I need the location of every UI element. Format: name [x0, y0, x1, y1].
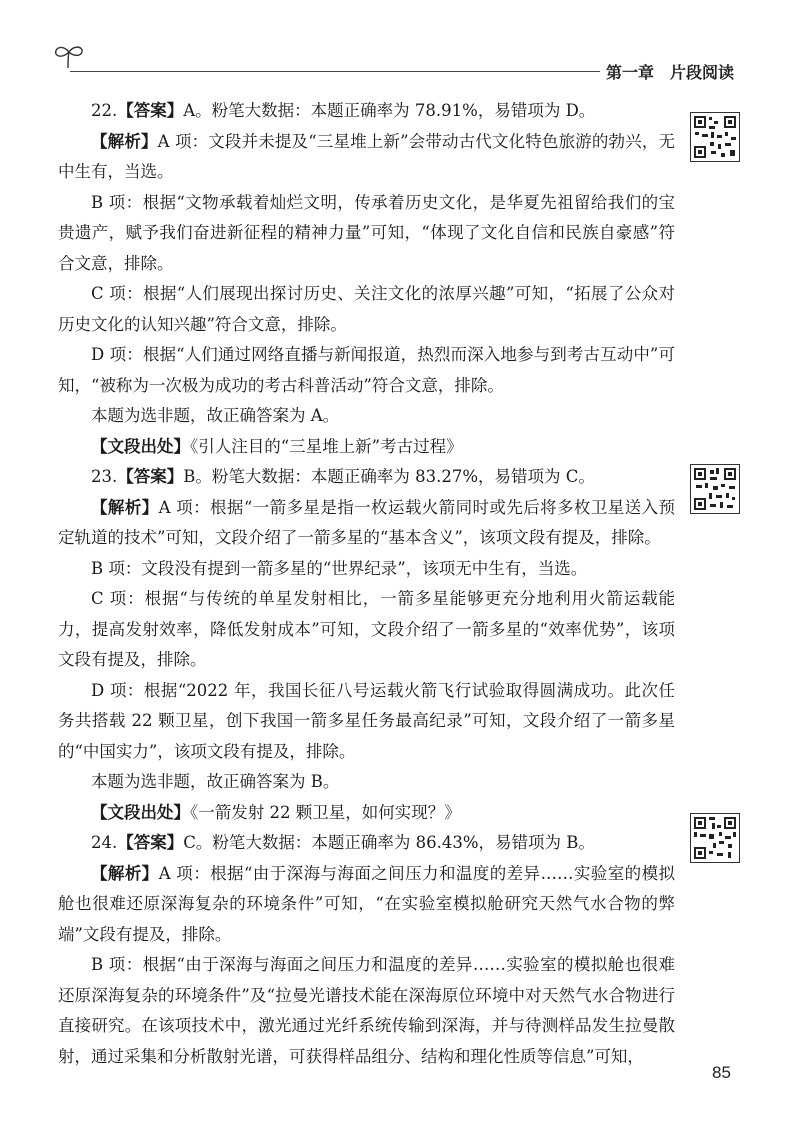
analysis-text: A 项：文段并未提及“三星堆上新”会带动古代文化特色旅游的勃兴，无中生有，当选。: [58, 131, 675, 181]
page-number: 85: [712, 1063, 731, 1082]
analysis-tag: 【解析】: [91, 863, 159, 883]
qr-code-23[interactable]: [690, 464, 740, 514]
analysis-22: [58, 127, 675, 188]
analysis-text: A 项：根据“一箭多星是指一枚运载火箭同时或先后将多枚卫星送入预定轨道的技术”可知，文段介绍了一箭多星的“基本含义”，该项文段有提及，排除。: [58, 497, 675, 547]
question-number: 23.: [91, 467, 118, 486]
qr-pattern: [691, 814, 739, 862]
conclusion-22: 本题为选非题，故正确答案为 A。: [91, 406, 340, 425]
qr-code-22[interactable]: [690, 112, 740, 162]
analysis-tag: 【解析】: [91, 497, 159, 517]
qr-pattern: [691, 465, 739, 513]
analysis-23: [58, 493, 675, 554]
header-rule: [70, 71, 600, 72]
sprout-icon: [52, 42, 86, 70]
chapter-heading: [606, 60, 734, 83]
page-content: [58, 96, 675, 1072]
source-text: 《一箭发射 22 颗卫星，如何实现？》: [190, 802, 461, 822]
answer-text: C。粉笔大数据：本题正确率为 86.43%，易错项为 B。: [183, 833, 595, 852]
answer-line-22: [58, 96, 675, 127]
option-paragraph: B 项：根据“由于深海与海面之间压力和温度的差异……实验室的模拟舱也很难还原深海复杂的环境条件”及“拉曼光谱技术能在深海原位环境中对天然气水合物进行直接研究。在该项技术中，激光通过光纤系统传输到深海，并与待测样品发生拉曼散射，通过采集和分析散射光谱，可获得样品组分、结构和理化性质等信息”可知，: [58, 955, 675, 1066]
answer-line-23: [58, 462, 675, 493]
option-paragraph: C 项：根据“人们展现出探讨历史、关注文化的浓厚兴趣”可知，“拓展了公众对历史文化的认知兴趣”符合文意，排除。: [58, 284, 675, 334]
chapter-label: 第一章: [606, 63, 655, 82]
option-paragraph: B 项：文段没有提到一箭多星的“世界纪录”，该项无中生有，当选。: [91, 558, 588, 578]
answer-text: B。粉笔大数据：本题正确率为 83.27%，易错项为 C。: [183, 467, 595, 486]
qr-pattern: [691, 113, 739, 161]
answer-line-24: [58, 828, 675, 859]
source-23: [58, 798, 675, 829]
analysis-text: A 项：根据“由于深海与海面之间压力和温度的差异……实验室的模拟舱也很难还原深海复杂的环境条件”可知，“在实验室模拟舱研究天然气水合物的弊端”文段有提及，排除。: [58, 863, 675, 944]
answer-tag: 【答案】: [117, 101, 184, 120]
conclusion-23: 本题为选非题，故正确答案为 B。: [91, 772, 340, 791]
page-header: [0, 0, 800, 100]
option-paragraph: D 项：根据“2022 年，我国长征八号运载火箭飞行试验取得圆满成功。此次任务共搭载 22 颗卫星，创下我国一箭多星任务最高纪录”可知，文段介绍了一箭多星的“中国实力”，该项文段有提及，排除。: [58, 680, 675, 761]
source-tag: 【文段出处】: [91, 802, 190, 822]
answer-text: A。粉笔大数据：本题正确率为 78.91%，易错项为 D。: [183, 101, 596, 120]
option-paragraph: D 项：根据“人们通过网络直播与新闻报道，热烈而深入地参与到考古互动中”可知，“被称为一次极为成功的考古科普活动”符合文意，排除。: [58, 345, 675, 395]
answer-tag: 【答案】: [117, 467, 184, 486]
answer-tag: 【答案】: [117, 833, 184, 852]
source-tag: 【文段出处】: [91, 436, 190, 456]
source-22: [58, 432, 675, 463]
option-paragraph: B 项：根据“文物承载着灿烂文明，传承着历史文化，是华夏先祖留给我们的宝贵遗产，赋予我们奋进新征程的精神力量”可知，“体现了文化自信和民族自豪感”符合文意，排除。: [58, 192, 675, 273]
section-label: 片段阅读: [670, 63, 735, 82]
question-number: 22.: [91, 101, 118, 120]
analysis-24: [58, 859, 675, 951]
source-text: 《引人注目的“三星堆上新”考古过程》: [190, 436, 463, 456]
qr-code-24[interactable]: [690, 813, 740, 863]
question-number: 24.: [91, 833, 118, 852]
analysis-tag: 【解析】: [91, 131, 158, 151]
option-paragraph: C 项：根据“与传统的单星发射相比，一箭多星能够更充分地利用火箭运载能力，提高发射效率，降低发射成本”可知，文段介绍了一箭多星的“效率优势”，该项文段有提及，排除。: [58, 589, 675, 669]
